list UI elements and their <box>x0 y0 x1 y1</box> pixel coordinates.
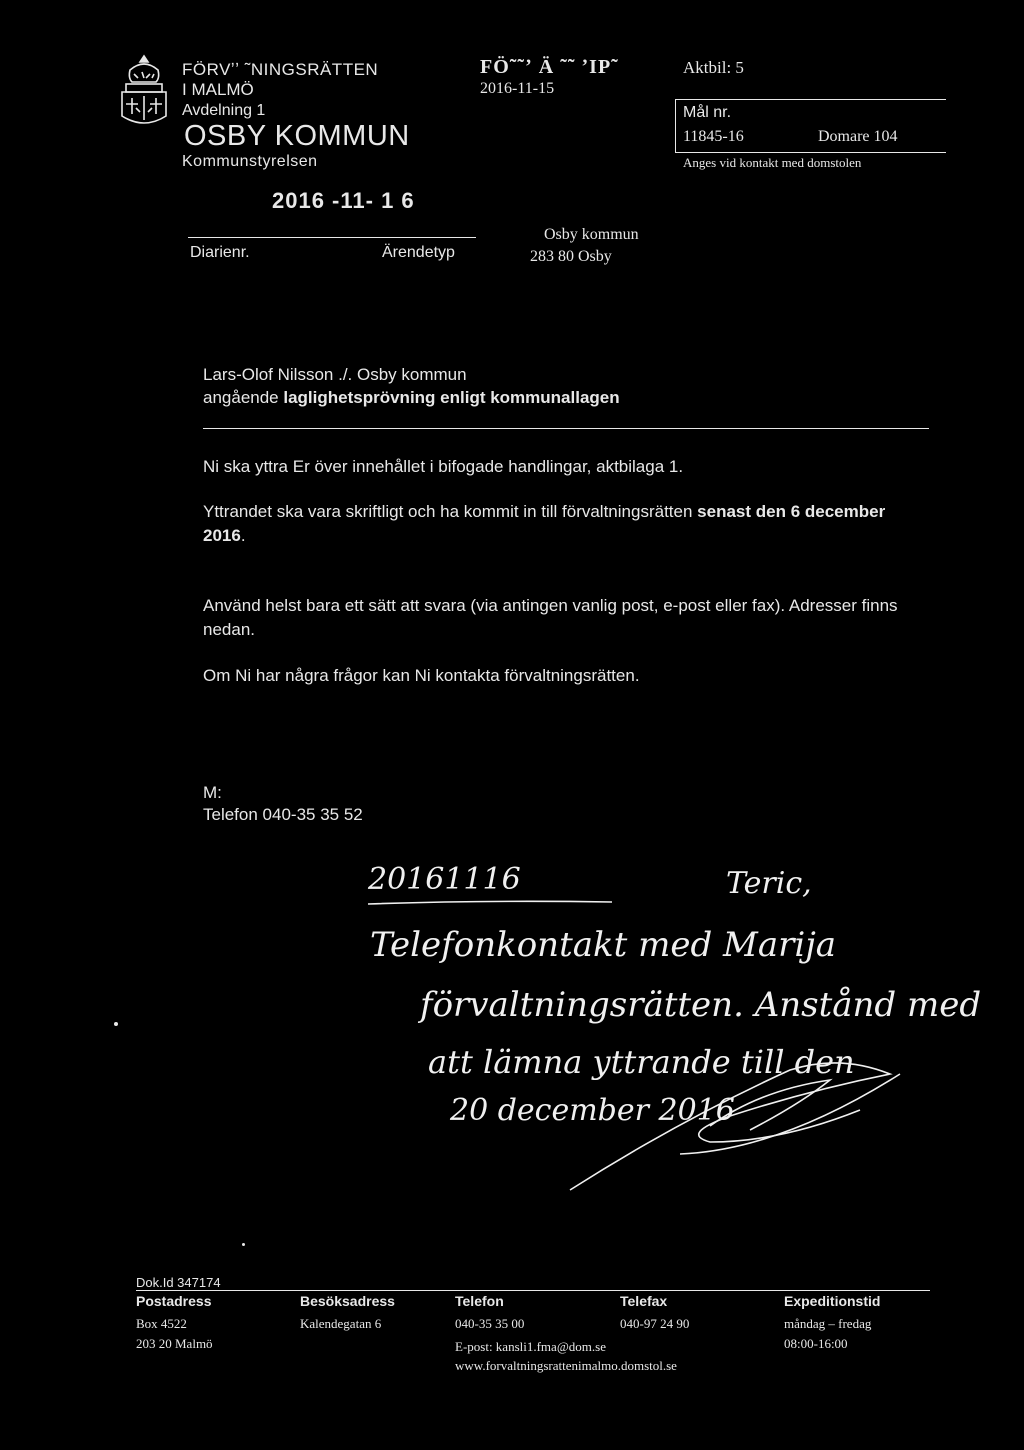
handwritten-line-1: Telefonkontakt med Marija <box>370 925 837 965</box>
stamp-arendetyp-label: Ärendetyp <box>382 244 455 261</box>
subject-bold: laglighetsprövning enligt kommunallagen <box>283 388 620 407</box>
paragraph-1: Ni ska yttra Er över innehållet i bifogade handlingar, aktbilaga 1. <box>203 457 684 476</box>
paragraph-4: Om Ni har några frågor kan Ni kontakta förvaltningsrätten. <box>203 666 640 685</box>
footer-expeditionstid-line-1: måndag – fredag <box>784 1316 872 1331</box>
footer-divider <box>136 1290 930 1291</box>
scan-dot <box>242 1243 245 1246</box>
court-emblem-icon <box>116 52 172 130</box>
footer-telefon-line-1: 040-35 35 00 <box>455 1316 525 1331</box>
footer-heading-postadress: Postadress <box>136 1293 212 1309</box>
document-id: Dok.Id 347174 <box>136 1275 221 1290</box>
handwritten-line-3: att lämna yttrande till den <box>428 1043 855 1081</box>
footer-postadress-line-2: 203 20 Malmö <box>136 1336 213 1351</box>
document-type: FÖ˜˜ʼ Ä ˜˜ ʼIP˜ <box>480 56 619 78</box>
signature-scribble <box>560 1050 920 1200</box>
handwritten-name: Teric, <box>726 866 812 901</box>
footer-telefax-line-1: 040-97 24 90 <box>620 1316 690 1331</box>
document-date: 2016-11-15 <box>480 80 555 97</box>
stamp-divider <box>188 237 476 238</box>
case-parties: Lars-Olof Nilsson ./. Osby kommun <box>203 365 467 384</box>
scan-dot <box>114 1022 118 1026</box>
court-department: Avdelning 1 <box>182 102 266 119</box>
case-number: 11845-16 <box>683 128 744 145</box>
handwritten-line-4: 20 december 2016 <box>450 1093 735 1128</box>
signer-phone: Telefon 040-35 35 52 <box>203 805 363 824</box>
paragraph-2-deadline: senast den 6 december 2016 <box>203 502 886 545</box>
court-city: I MALMÖ <box>182 80 254 99</box>
footer-heading-telefon: Telefon <box>455 1293 504 1309</box>
recipient-address: 283 80 Osby <box>530 248 612 265</box>
recipient-name: Osby kommun <box>544 226 639 243</box>
paragraph-2-end: . <box>240 526 246 545</box>
footer-heading-besoksadress: Besöksadress <box>300 1293 395 1309</box>
judge-number: Domare 104 <box>818 128 898 145</box>
case-hint: Anges vid kontakt med domstolen <box>683 155 862 170</box>
footer-heading-expeditionstid: Expeditionstid <box>784 1293 881 1309</box>
subject-prefix: angående <box>203 388 279 407</box>
footer-heading-telefax: Telefax <box>620 1293 668 1309</box>
paragraph-3: Använd helst bara ett sätt att svara (via antingen vanlig post, e-post eller fax). Adresser finns nedan. <box>203 596 898 639</box>
footer-besoksadress-line-1: Kalendegatan 6 <box>300 1316 382 1331</box>
aktbilaga-label: Aktbil: 5 <box>683 58 744 77</box>
case-label: Mål nr. <box>683 104 732 121</box>
footer-expeditionstid-line-2: 08:00-16:00 <box>784 1336 848 1351</box>
handwritten-date: 20161116 <box>368 862 521 897</box>
footer-postadress-line-1: Box 4522 <box>136 1316 187 1331</box>
stamp-diarienr-label: Diarienr. <box>190 244 250 261</box>
footer-email-link[interactable]: E-post: kansli1.fma@dom.se <box>455 1339 606 1354</box>
court-name: FÖRVʼʼ ˜NINGSRÄTTEN <box>182 60 379 79</box>
paragraph-2 <box>203 500 928 548</box>
stamp-date: 2016 -11- 1 6 <box>272 188 415 213</box>
footer-website-link[interactable]: www.forvaltningsrattenimalmo.domstol.se <box>455 1358 677 1373</box>
case-subject <box>203 388 620 408</box>
stamp-title: OSBY KOMMUN <box>184 120 410 152</box>
signer-name: M: <box>203 783 222 802</box>
body-divider <box>203 428 929 429</box>
handwritten-line-2: förvaltningsrätten. Anstånd med <box>420 985 982 1025</box>
handwritten-underline <box>366 898 616 908</box>
stamp-subtitle: Kommunstyrelsen <box>182 153 318 170</box>
paragraph-2-start: Yttrandet ska vara skriftligt och ha kommit in till förvaltningsrätten <box>203 502 693 521</box>
